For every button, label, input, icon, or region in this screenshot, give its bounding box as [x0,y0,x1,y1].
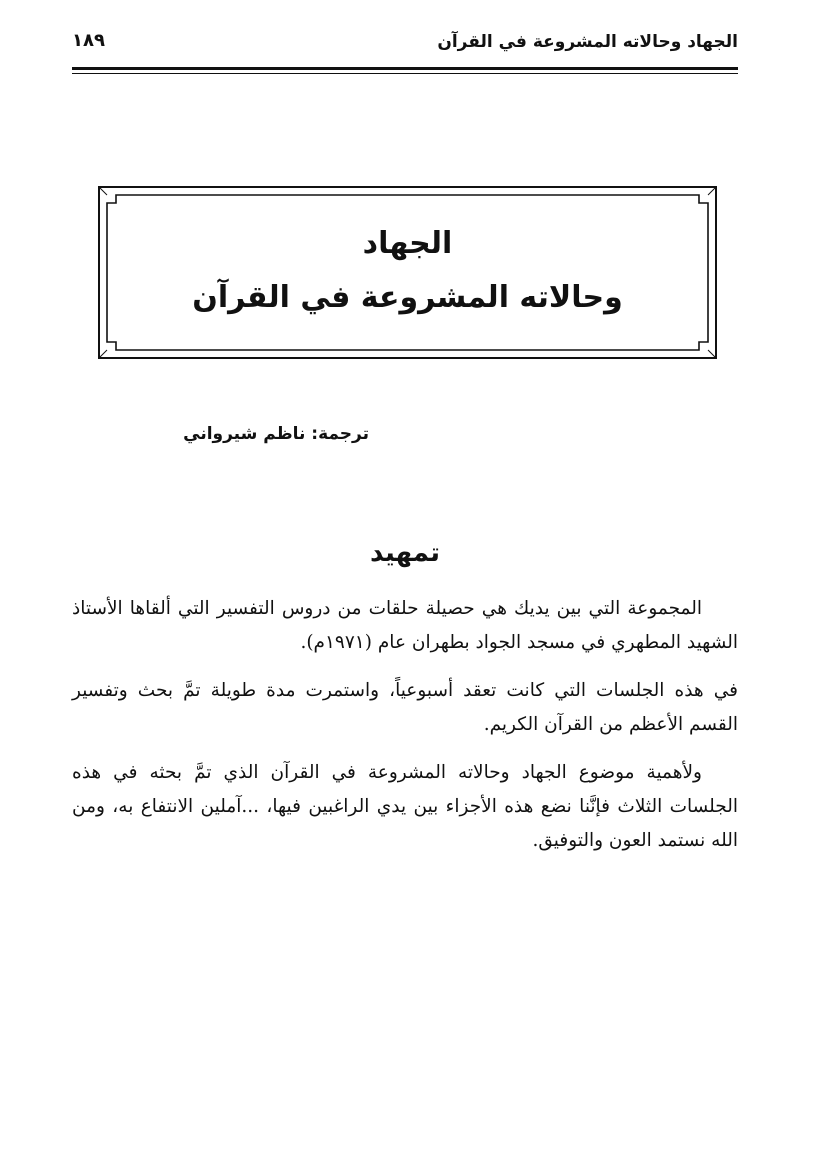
paragraph: المجموعة التي بين يديك هي حصيلة حلقات من دروس التفسير التي ألقاها الأستاذ الشهيد المطهري في مسجد الجواد بطهران عام (١٩٧١م). [72,598,738,653]
header-rule-thin [72,73,738,74]
title-box [98,186,717,359]
title-box-border [98,186,717,359]
body-text [72,592,738,872]
title-line-2: وحالاته المشروعة في القرآن [192,280,623,315]
section-heading: تمهيد [370,538,440,568]
paragraph: في هذه الجلسات التي كانت تعقد أسبوعياً، واستمرت مدة طويلة تمَّ بحث وتفسير القسم الأعظم من القرآن الكريم. [72,680,738,735]
page-number: ١٨٩ [72,30,105,51]
paragraph: ولأهمية موضوع الجهاد وحالاته المشروعة في القرآن الذي تمَّ بحثه في هذه الجلسات الثلاث فإنَّنا نضع هذه الأجزاء بين يدي الراغبين فيها، ...آملين الانتفاع به، ومن الله نستمد العون والتوفيق. [72,762,738,851]
title-line-1: الجهاد [362,226,453,261]
header-rule [72,67,738,70]
translator-credit: ترجمة: ناظم شيرواني [183,424,369,444]
page-header [72,26,738,62]
running-title: الجهاد وحالاته المشروعة في القرآن [437,32,738,52]
